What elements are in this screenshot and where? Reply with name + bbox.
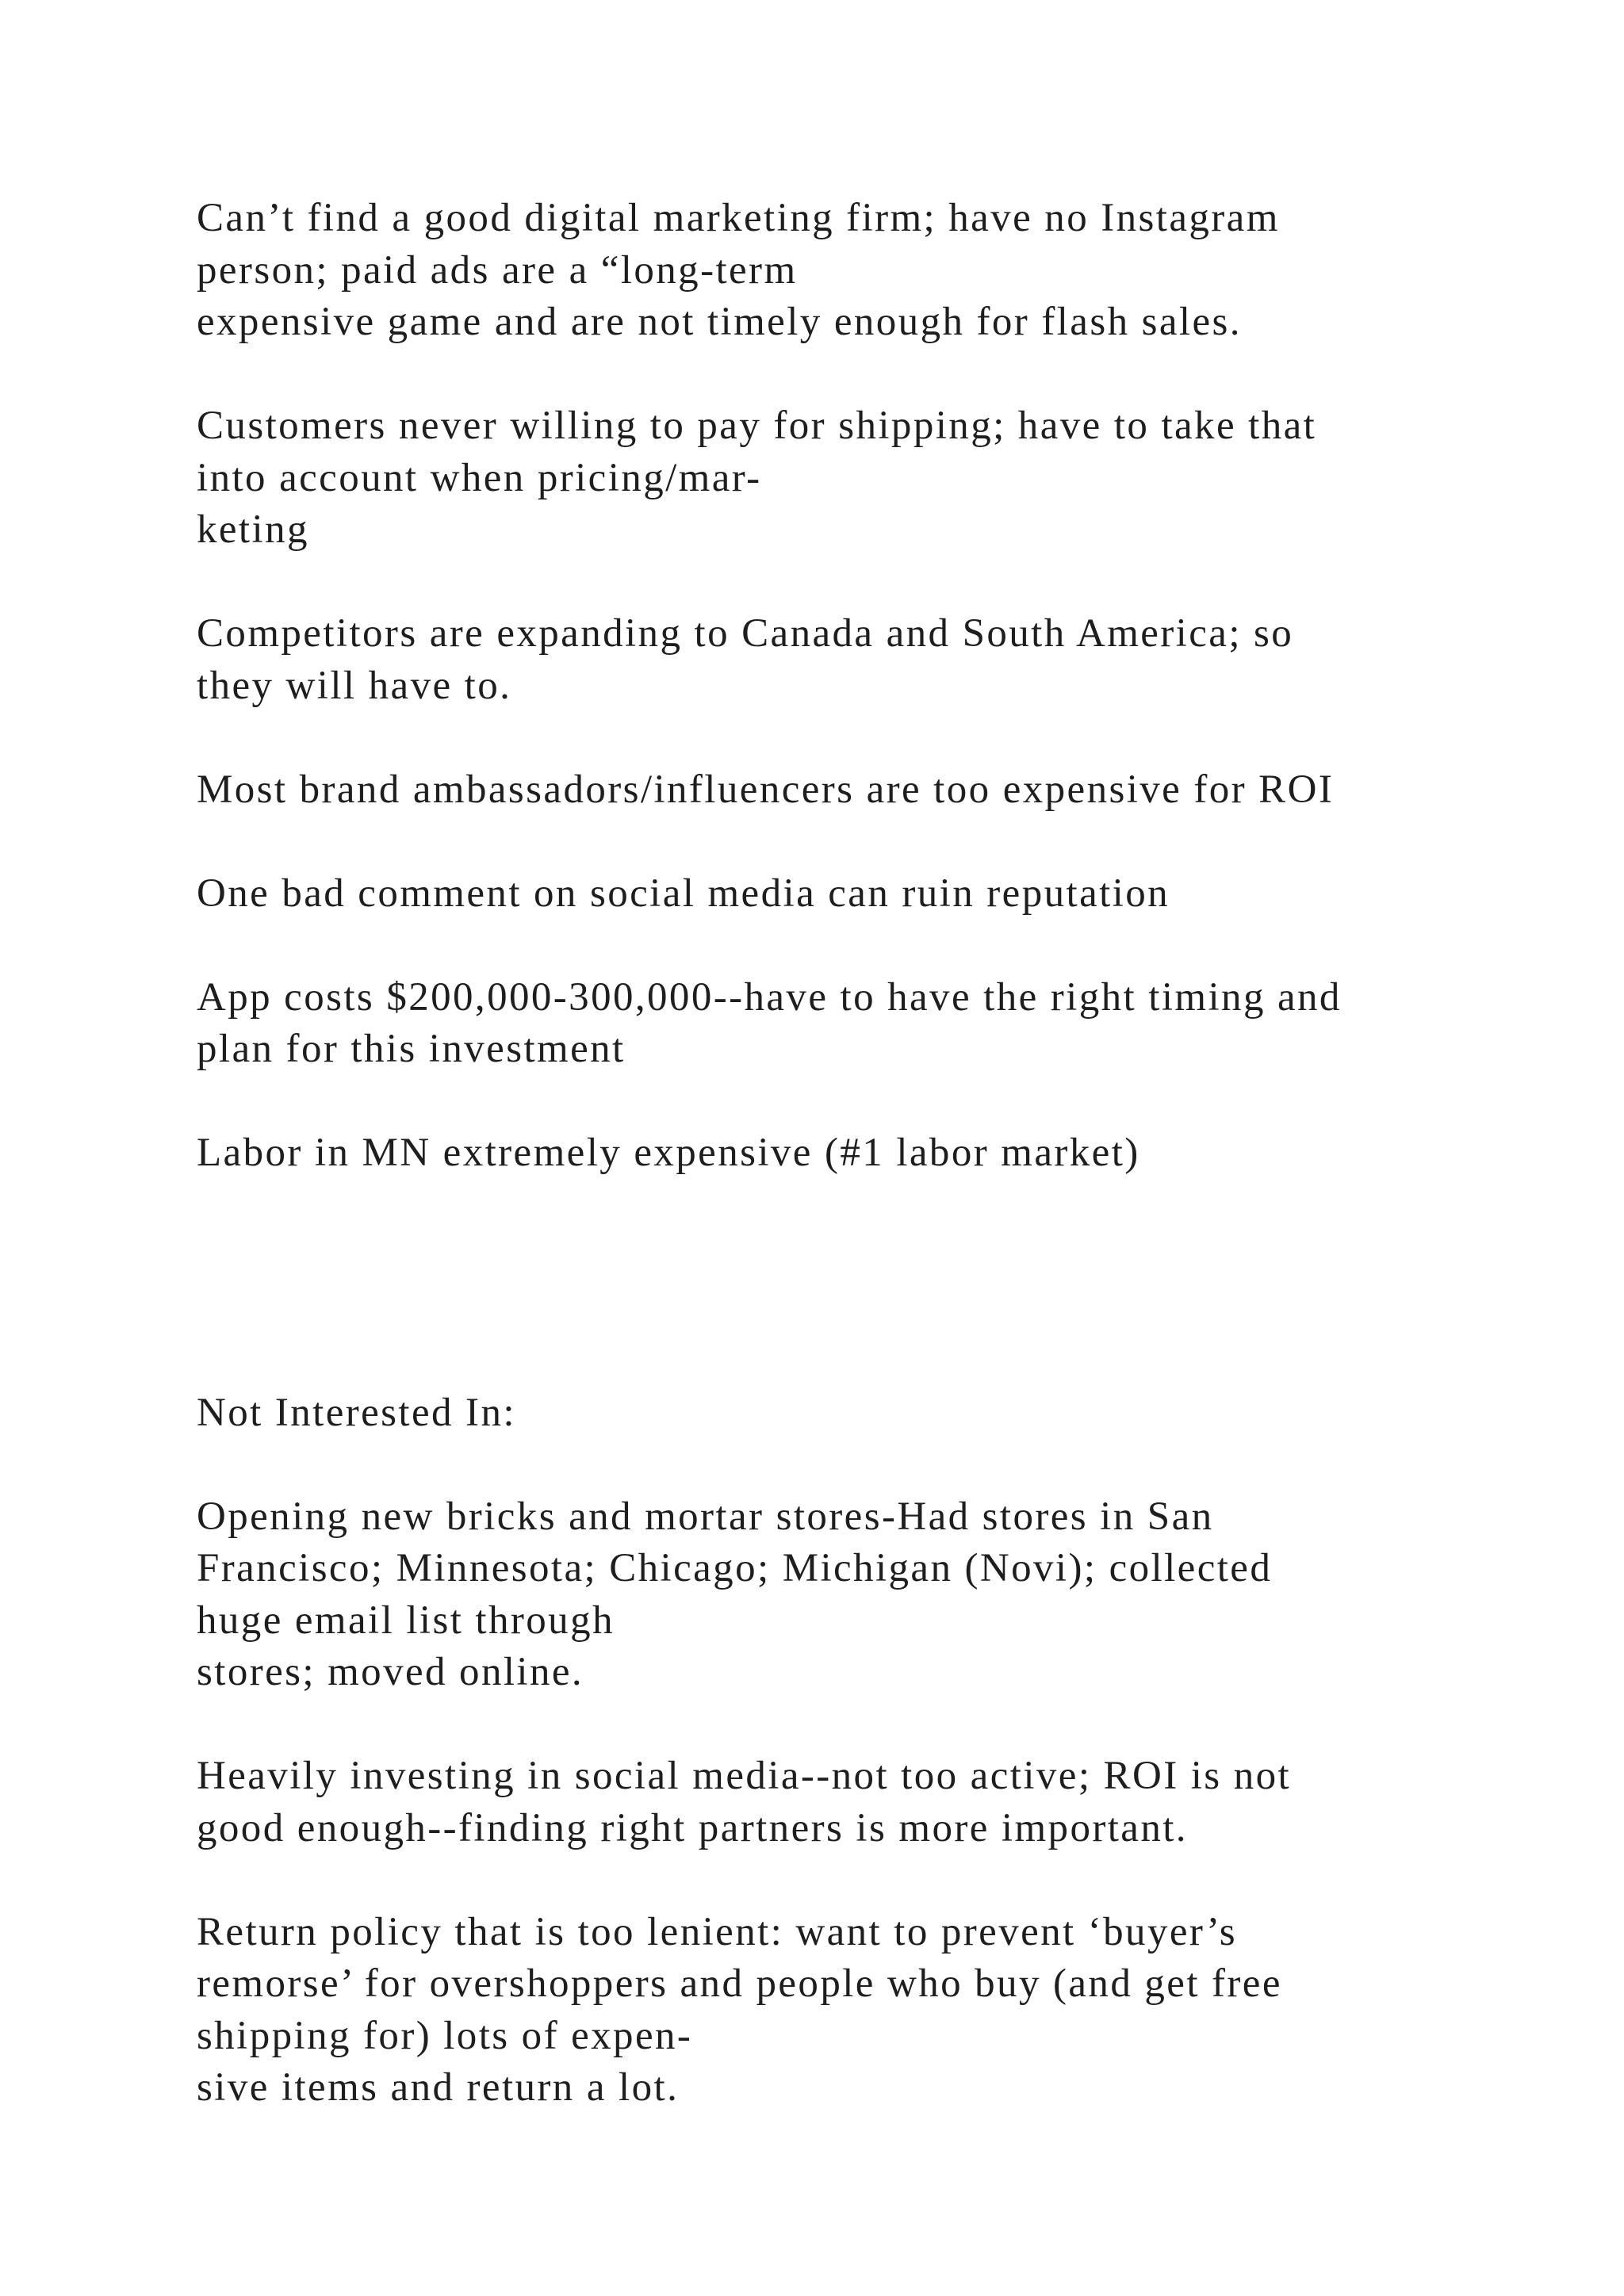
text-line: good enough--finding right partners is more important. [197, 1805, 1188, 1850]
text-line: expensive game and are not timely enough for flash sales. [197, 300, 1242, 344]
text-line: they will have to. [197, 663, 512, 708]
text-line: remorse’ for overshoppers and people who buy (and get free [197, 1961, 1282, 2006]
paragraph-social-comment [197, 868, 1465, 920]
paragraph-social-investing [197, 1751, 1465, 1854]
text-line: Customers never willing to pay for shipping; have to take that [197, 404, 1317, 448]
text-line: Competitors are expanding to Canada and South America; so [197, 611, 1294, 656]
paragraph-influencers [197, 764, 1465, 817]
text-line: Most brand ambassadors/influencers are too expensive for ROI [197, 767, 1335, 812]
text-line: huge email list through [197, 1598, 615, 1643]
text-line: One bad comment on social media can ruin reputation [197, 871, 1170, 916]
paragraph-app-costs [197, 972, 1465, 1076]
text-line: shipping for) lots of expen- [197, 2013, 693, 2058]
paragraph-competitors [197, 608, 1465, 712]
text-line: Francisco; Minnesota; Chicago; Michigan (Novi); collected [197, 1546, 1273, 1590]
text-line: Opening new bricks and mortar stores-Had stores in San [197, 1494, 1214, 1539]
paragraph-shipping [197, 400, 1465, 557]
document-body [197, 193, 1465, 2166]
text-line: person; paid ads are a “long-term [197, 247, 798, 293]
section-gap [197, 1231, 1465, 1387]
paragraph-stores [197, 1491, 1465, 1699]
text-line: keting [197, 507, 309, 552]
heading-text: Not Interested In: [197, 1390, 516, 1435]
text-line: Return policy that is too lenient: want to prevent ‘buyer’s [197, 1909, 1237, 1954]
text-line: App costs $200,000-300,000--have to have the right timing and [197, 974, 1342, 1020]
text-line: Heavily investing in social media--not too active; ROI is not [197, 1754, 1292, 1798]
section-heading [197, 1387, 1465, 1440]
paragraph-marketing-firm [197, 193, 1465, 349]
text-line: Can’t find a good digital marketing firm; have no Instagram [197, 196, 1280, 240]
text-line: sive items and return a lot. [197, 2065, 680, 2110]
text-line: plan for this investment [197, 1027, 626, 1071]
paragraph-return-policy [197, 1907, 1465, 2114]
text-line: Labor in MN extremely expensive (#1 labor market) [197, 1131, 1140, 1175]
text-line: stores; moved online. [197, 1650, 584, 1694]
paragraph-labor [197, 1127, 1465, 1180]
text-line: into account when pricing/mar- [197, 455, 762, 500]
